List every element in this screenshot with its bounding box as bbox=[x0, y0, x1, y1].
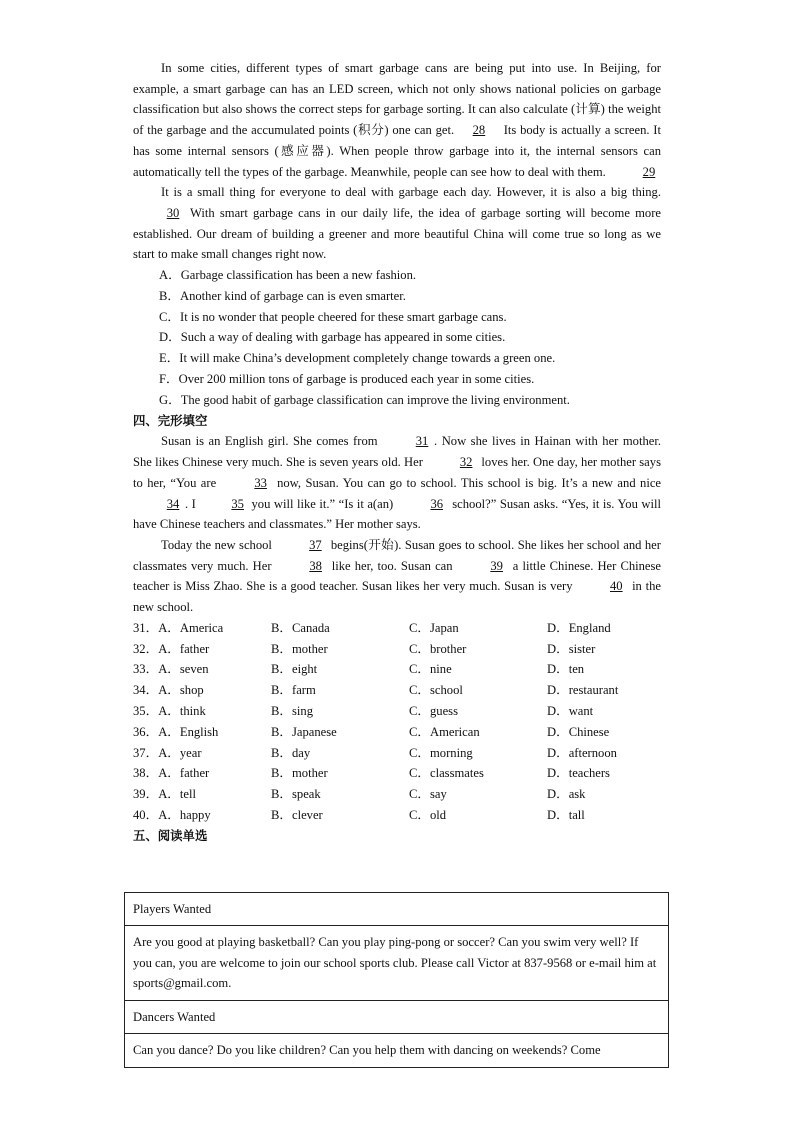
question-row bbox=[133, 680, 673, 701]
question-row bbox=[133, 722, 673, 743]
ad-body-dancers: Can you dance? Do you like children? Can you help them with dancing on weekends? Come bbox=[125, 1033, 669, 1067]
option-f: F．Over 200 million tons of garbage is produced each year in some cities. bbox=[159, 372, 535, 387]
passage-text: In some cities, different types of smart garbage cans are being put into use. In Beijing, for example, a smart garbage can has an LED screen, which not only shows national policies on garbage classification but also shows the correct steps for garbage sorting. It can also calculate (计算) the weight of the garbage and the accumulated points (积分) one can get. bbox=[133, 61, 661, 138]
choice-b[interactable]: B．eight bbox=[271, 662, 318, 677]
blank-33[interactable]: 33 bbox=[254, 475, 267, 490]
cloze-text: Susan is an English girl. She comes from bbox=[161, 434, 378, 449]
choice-d[interactable]: D．restaurant bbox=[547, 683, 619, 698]
passage-text: With smart garbage cans in our daily life, the idea of garbage sorting will become more established. Our dream of building a greener and more beautiful China will come true so long as we start to make small changes right now. bbox=[133, 205, 662, 262]
choice-b[interactable]: B．speak bbox=[271, 787, 321, 802]
choice-c[interactable]: C．morning bbox=[409, 745, 473, 760]
choice-b[interactable]: B．Japanese bbox=[271, 724, 337, 739]
question-number-and-a bbox=[133, 639, 271, 660]
blank-37[interactable]: 37 bbox=[309, 537, 322, 552]
question-number-and-a bbox=[133, 618, 271, 639]
ads-table bbox=[124, 892, 669, 1068]
blank-35[interactable]: 35 bbox=[231, 496, 244, 511]
question-number: 33． bbox=[133, 662, 159, 677]
blank-36[interactable]: 36 bbox=[430, 496, 444, 511]
choice-a[interactable]: A．tell bbox=[158, 787, 196, 802]
question-number-and-a bbox=[133, 743, 271, 764]
question-number: 32． bbox=[133, 641, 159, 656]
question-number: 38． bbox=[133, 766, 159, 781]
question-row bbox=[133, 743, 673, 764]
choice-b[interactable]: B．mother bbox=[271, 641, 328, 656]
choice-a[interactable]: A．father bbox=[158, 766, 210, 781]
blank-39[interactable]: 39 bbox=[490, 558, 503, 573]
cloze-text: school?” Susan asks. “Yes, it is. You will have Chinese teachers and classmates.” Her mother says. bbox=[133, 496, 661, 532]
choice-a[interactable]: A．English bbox=[158, 724, 219, 739]
choice-b[interactable]: B．day bbox=[271, 745, 311, 760]
cloze-text: . Now she lives in Hainan with her mother. She likes Chinese very much. She is seven years old. Her bbox=[133, 434, 662, 470]
choice-c[interactable]: C．say bbox=[409, 787, 447, 802]
cloze-text: . I bbox=[185, 496, 196, 511]
ad-title-dancers: Dancers Wanted bbox=[125, 1001, 669, 1034]
question-row bbox=[133, 639, 673, 660]
choice-a[interactable]: A．father bbox=[158, 641, 210, 656]
ad-body-players: Are you good at playing basketball? Can you play ping-pong or soccer? Can you swim very well? If you can, you are welcome to join our school sports club. Please call Victor at 837-9568 or e-mail him at sports@gmail.com. bbox=[125, 925, 669, 1000]
options-list bbox=[133, 265, 661, 411]
cloze-text: Today the new school bbox=[161, 537, 272, 552]
blank-31[interactable]: 31 bbox=[415, 434, 429, 449]
choice-a[interactable]: A．shop bbox=[158, 683, 204, 698]
choice-a[interactable]: A．year bbox=[158, 745, 202, 760]
passage-text: Its body is actually a screen. It has some internal sensors (感应器). When people throw garbage into it, the internal sensors can automatically tell the types of the garbage. Meanwhile, people can see how to deal with them. bbox=[133, 123, 661, 179]
choice-c[interactable]: C．brother bbox=[409, 641, 467, 656]
passage-text: It is a small thing for everyone to deal with garbage each day. However, it is also a big thing. bbox=[161, 185, 661, 200]
multiple-choice-table bbox=[133, 618, 673, 826]
blank-30[interactable]: 30 bbox=[166, 205, 180, 220]
reading-paragraph-2 bbox=[133, 182, 661, 265]
question-row bbox=[133, 805, 673, 826]
cloze-paragraph-1 bbox=[133, 431, 661, 535]
blank-34[interactable]: 34 bbox=[166, 496, 180, 511]
choice-d[interactable]: D．teachers bbox=[547, 766, 610, 781]
choice-d[interactable]: D．tall bbox=[547, 807, 585, 822]
blank-29[interactable]: 29 bbox=[642, 164, 656, 179]
reading-paragraph-1 bbox=[133, 58, 661, 182]
choice-a[interactable]: A．happy bbox=[158, 807, 211, 822]
cloze-text: like her, too. Susan can bbox=[331, 558, 453, 573]
choice-c[interactable]: C．guess bbox=[409, 703, 458, 718]
choice-d[interactable]: D．afternoon bbox=[547, 745, 617, 760]
question-number-and-a bbox=[133, 784, 271, 805]
section-4-title: 四、完形填空 bbox=[133, 412, 208, 428]
choice-c[interactable]: C．old bbox=[409, 807, 447, 822]
question-number: 34． bbox=[133, 683, 159, 698]
choice-b[interactable]: B．sing bbox=[271, 703, 313, 718]
option-g: G．The good habit of garbage classification can improve the living environment. bbox=[159, 392, 570, 407]
choice-d[interactable]: D．ten bbox=[547, 662, 585, 677]
cloze-text: begins(开始). Susan goes to school. She likes her school and her classmates very much. Her bbox=[133, 537, 661, 573]
choice-a[interactable]: A．seven bbox=[158, 662, 209, 677]
question-row bbox=[133, 659, 673, 680]
question-number: 35． bbox=[133, 703, 159, 718]
question-row bbox=[133, 784, 673, 805]
question-number-and-a bbox=[133, 680, 271, 701]
cloze-text: loves her. One day, her mother says to her, “You are bbox=[133, 455, 661, 490]
choice-d[interactable]: D．Chinese bbox=[547, 724, 610, 739]
question-number: 37． bbox=[133, 745, 159, 760]
blank-28[interactable]: 28 bbox=[472, 123, 486, 138]
option-b: B．Another kind of garbage can is even smarter. bbox=[159, 288, 406, 303]
section-5-title: 五、阅读单选 bbox=[133, 827, 208, 843]
cloze-paragraph-2 bbox=[133, 535, 661, 618]
choice-b[interactable]: B．farm bbox=[271, 683, 316, 698]
choice-a[interactable]: A．think bbox=[158, 703, 206, 718]
choice-d[interactable]: D．sister bbox=[547, 641, 596, 656]
option-d: D．Such a way of dealing with garbage has appeared in some cities. bbox=[159, 330, 506, 345]
cloze-text: now, Susan. You can go to school. This school is big. It’s a new and nice bbox=[277, 475, 662, 490]
option-e: E．It will make China’s development completely change towards a green one. bbox=[159, 351, 556, 366]
question-number: 39． bbox=[133, 787, 159, 802]
question-number-and-a bbox=[133, 805, 271, 826]
choice-a[interactable]: A．America bbox=[158, 620, 224, 635]
question-row bbox=[133, 618, 673, 639]
choice-b[interactable]: B．mother bbox=[271, 766, 328, 781]
choice-d[interactable]: D．ask bbox=[547, 787, 586, 802]
question-row bbox=[133, 763, 673, 784]
ads-box bbox=[124, 892, 669, 1068]
blank-40[interactable]: 40 bbox=[610, 579, 623, 594]
cloze-text: a little Chinese. Her Chinese teacher is Miss Zhao. She is a good teacher. Susan likes her very much. Susan is very bbox=[133, 558, 662, 594]
choice-c[interactable]: C．school bbox=[409, 683, 463, 698]
choice-d[interactable]: D．want bbox=[547, 703, 594, 718]
blank-38[interactable]: 38 bbox=[309, 558, 322, 573]
option-c: C．It is no wonder that people cheered for these smart garbage cans. bbox=[159, 309, 507, 324]
question-number-and-a bbox=[133, 701, 271, 722]
option-a: A．Garbage classification has been a new fashion. bbox=[159, 268, 417, 283]
ad-title-players: Players Wanted bbox=[125, 893, 669, 926]
question-number-and-a bbox=[133, 763, 271, 784]
document-page bbox=[133, 58, 661, 847]
choice-c[interactable]: C．Japan bbox=[409, 620, 459, 635]
choice-b[interactable]: B．Canada bbox=[271, 620, 330, 635]
choice-c[interactable]: C．classmates bbox=[409, 766, 484, 781]
question-number: 40． bbox=[133, 807, 159, 822]
choice-c[interactable]: C．nine bbox=[409, 662, 452, 677]
blank-32[interactable]: 32 bbox=[459, 455, 473, 470]
choice-d[interactable]: D．England bbox=[547, 620, 611, 635]
choice-b[interactable]: B．clever bbox=[271, 807, 323, 822]
cloze-text: in the new school. bbox=[133, 579, 661, 615]
question-number-and-a bbox=[133, 659, 271, 680]
question-number-and-a bbox=[133, 722, 271, 743]
question-number: 31． bbox=[133, 620, 159, 635]
choice-c[interactable]: C．American bbox=[409, 724, 480, 739]
question-row bbox=[133, 701, 673, 722]
cloze-text: you will like it.” “Is it a(an) bbox=[251, 496, 394, 511]
question-number: 36． bbox=[133, 724, 159, 739]
